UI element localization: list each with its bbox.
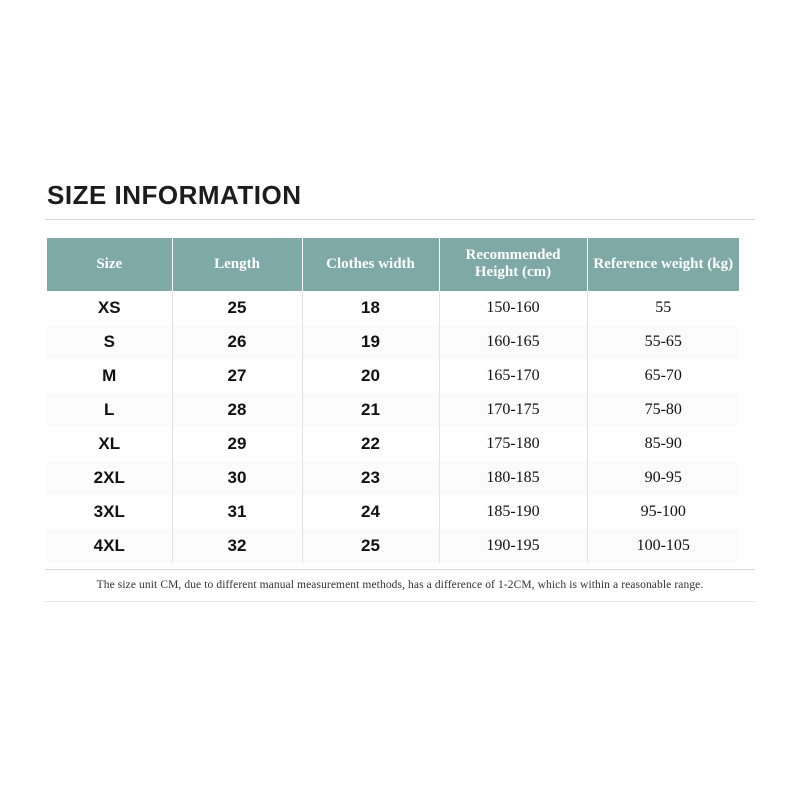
table-body: [47, 291, 739, 563]
column-header-reference-weight: Reference weight (kg): [587, 238, 739, 291]
table-row: [47, 359, 739, 393]
cell-length: 26: [172, 325, 302, 359]
cell-clothes-width: 19: [302, 325, 439, 359]
cell-recommended-height: 165-170: [439, 359, 587, 393]
cell-clothes-width: 25: [302, 529, 439, 563]
cell-size: 4XL: [47, 529, 172, 563]
cell-reference-weight: 90-95: [587, 461, 739, 495]
table-row: [47, 529, 739, 563]
size-information-block: [45, 180, 755, 602]
cell-reference-weight: 55-65: [587, 325, 739, 359]
cell-size: M: [47, 359, 172, 393]
cell-clothes-width: 18: [302, 291, 439, 325]
cell-clothes-width: 21: [302, 393, 439, 427]
cell-reference-weight: 100-105: [587, 529, 739, 563]
title-divider: [45, 219, 755, 220]
cell-reference-weight: 75-80: [587, 393, 739, 427]
cell-length: 27: [172, 359, 302, 393]
cell-reference-weight: 65-70: [587, 359, 739, 393]
table-row: [47, 393, 739, 427]
table-row: [47, 461, 739, 495]
cell-size: S: [47, 325, 172, 359]
table-header-row: [47, 238, 739, 291]
size-chart-table: [47, 238, 739, 563]
cell-length: 25: [172, 291, 302, 325]
cell-recommended-height: 170-175: [439, 393, 587, 427]
cell-size: XS: [47, 291, 172, 325]
cell-length: 28: [172, 393, 302, 427]
cell-recommended-height: 190-195: [439, 529, 587, 563]
column-header-length: Length: [172, 238, 302, 291]
cell-length: 29: [172, 427, 302, 461]
cell-length: 30: [172, 461, 302, 495]
cell-size: 3XL: [47, 495, 172, 529]
cell-reference-weight: 55: [587, 291, 739, 325]
cell-length: 32: [172, 529, 302, 563]
cell-clothes-width: 20: [302, 359, 439, 393]
column-header-clothes-width: Clothes width: [302, 238, 439, 291]
cell-reference-weight: 95-100: [587, 495, 739, 529]
table-row: [47, 325, 739, 359]
cell-recommended-height: 180-185: [439, 461, 587, 495]
cell-recommended-height: 175-180: [439, 427, 587, 461]
cell-clothes-width: 22: [302, 427, 439, 461]
cell-recommended-height: 185-190: [439, 495, 587, 529]
table-row: [47, 427, 739, 461]
cell-size: L: [47, 393, 172, 427]
table-row: [47, 291, 739, 325]
cell-recommended-height: 150-160: [439, 291, 587, 325]
bottom-divider: [45, 601, 755, 602]
cell-size: XL: [47, 427, 172, 461]
cell-clothes-width: 24: [302, 495, 439, 529]
measurement-note: The size unit CM, due to different manual measurement methods, has a difference of 1-2CM, which is within a reasonable range.: [96, 578, 704, 591]
cell-size: 2XL: [47, 461, 172, 495]
cell-recommended-height: 160-165: [439, 325, 587, 359]
table-row: [47, 495, 739, 529]
page-title: SIZE INFORMATION: [47, 180, 302, 210]
column-header-recommended-height: Recommended Height (cm): [439, 238, 587, 291]
cell-reference-weight: 85-90: [587, 427, 739, 461]
column-header-size: Size: [47, 238, 172, 291]
cell-length: 31: [172, 495, 302, 529]
cell-clothes-width: 23: [302, 461, 439, 495]
table-header: [47, 238, 739, 291]
